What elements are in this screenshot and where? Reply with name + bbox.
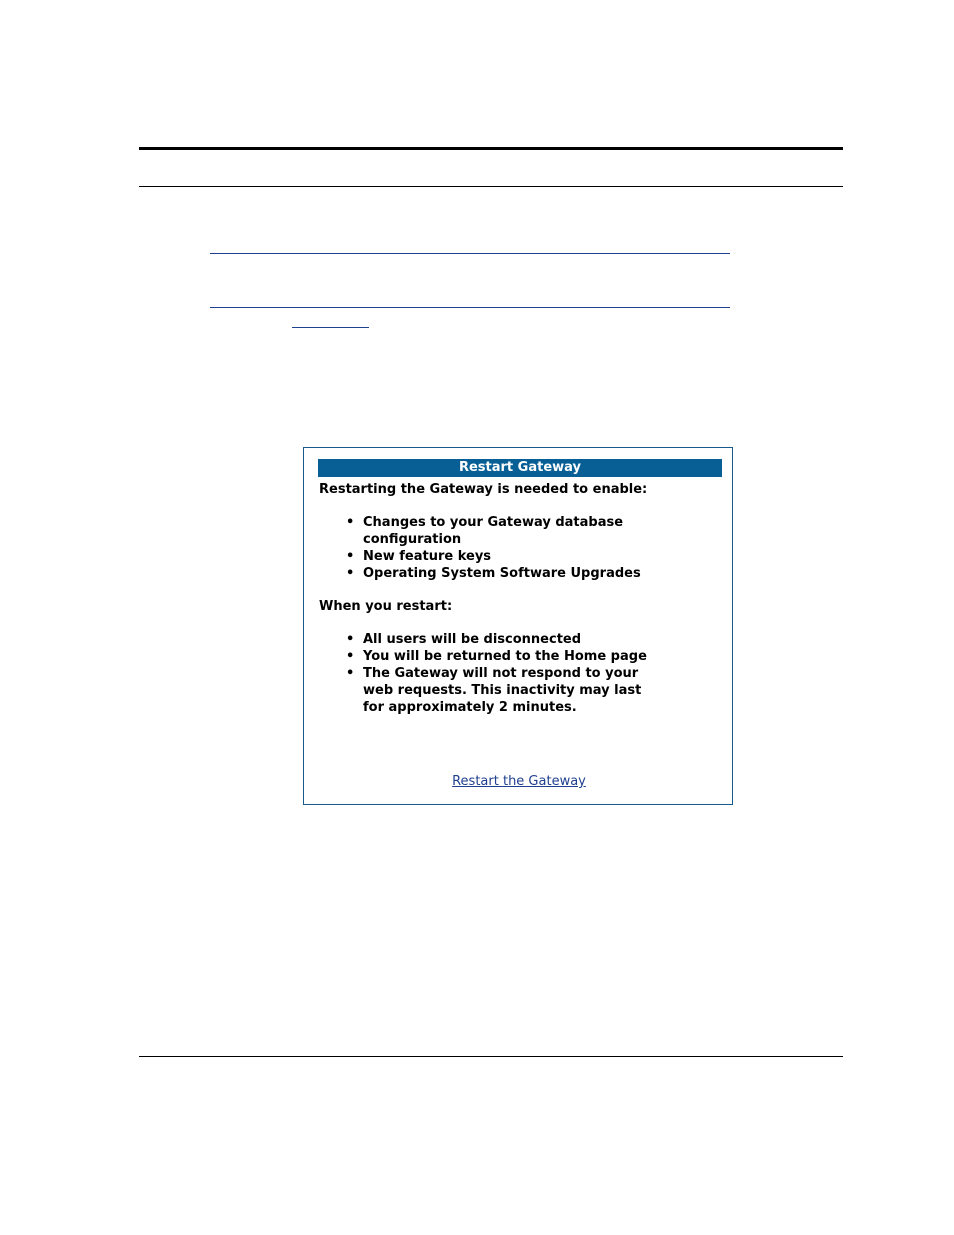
header-rule-thin: [139, 186, 843, 187]
blank-link-line-2: [210, 307, 730, 308]
restart-gateway-dialog: [303, 447, 733, 805]
list-item: • All users will be disconnected: [346, 632, 582, 647]
bullet-icon: •: [346, 666, 355, 681]
bullet-icon: •: [346, 632, 355, 647]
enable-list: [319, 514, 719, 582]
intro-text: Restarting the Gateway is needed to enable:: [319, 482, 648, 497]
restart-list: [319, 631, 719, 716]
restart-gateway-link[interactable]: Restart the Gateway: [452, 774, 586, 789]
list-item: • Operating System Software Upgrades: [346, 566, 641, 581]
list-item: • The Gateway will not respond to your web requests. This inactivity may last for approximately 2 minutes.: [346, 666, 642, 715]
bullet-icon: •: [346, 566, 355, 581]
footer-rule: [139, 1056, 843, 1057]
restart-heading: When you restart:: [319, 599, 453, 614]
dialog-body: [319, 481, 719, 732]
list-item: • Changes to your Gateway database configuration: [346, 515, 624, 547]
bullet-icon: •: [346, 549, 355, 564]
bullet-icon: •: [346, 649, 355, 664]
bullet-icon: •: [346, 515, 355, 530]
list-item: • New feature keys: [346, 549, 492, 564]
blank-link-line-3: [292, 327, 369, 328]
blank-link-line-1: [210, 253, 730, 254]
header-rule-thick: [139, 147, 843, 150]
dialog-title: Restart Gateway: [318, 459, 722, 477]
list-item: • You will be returned to the Home page: [346, 649, 647, 664]
